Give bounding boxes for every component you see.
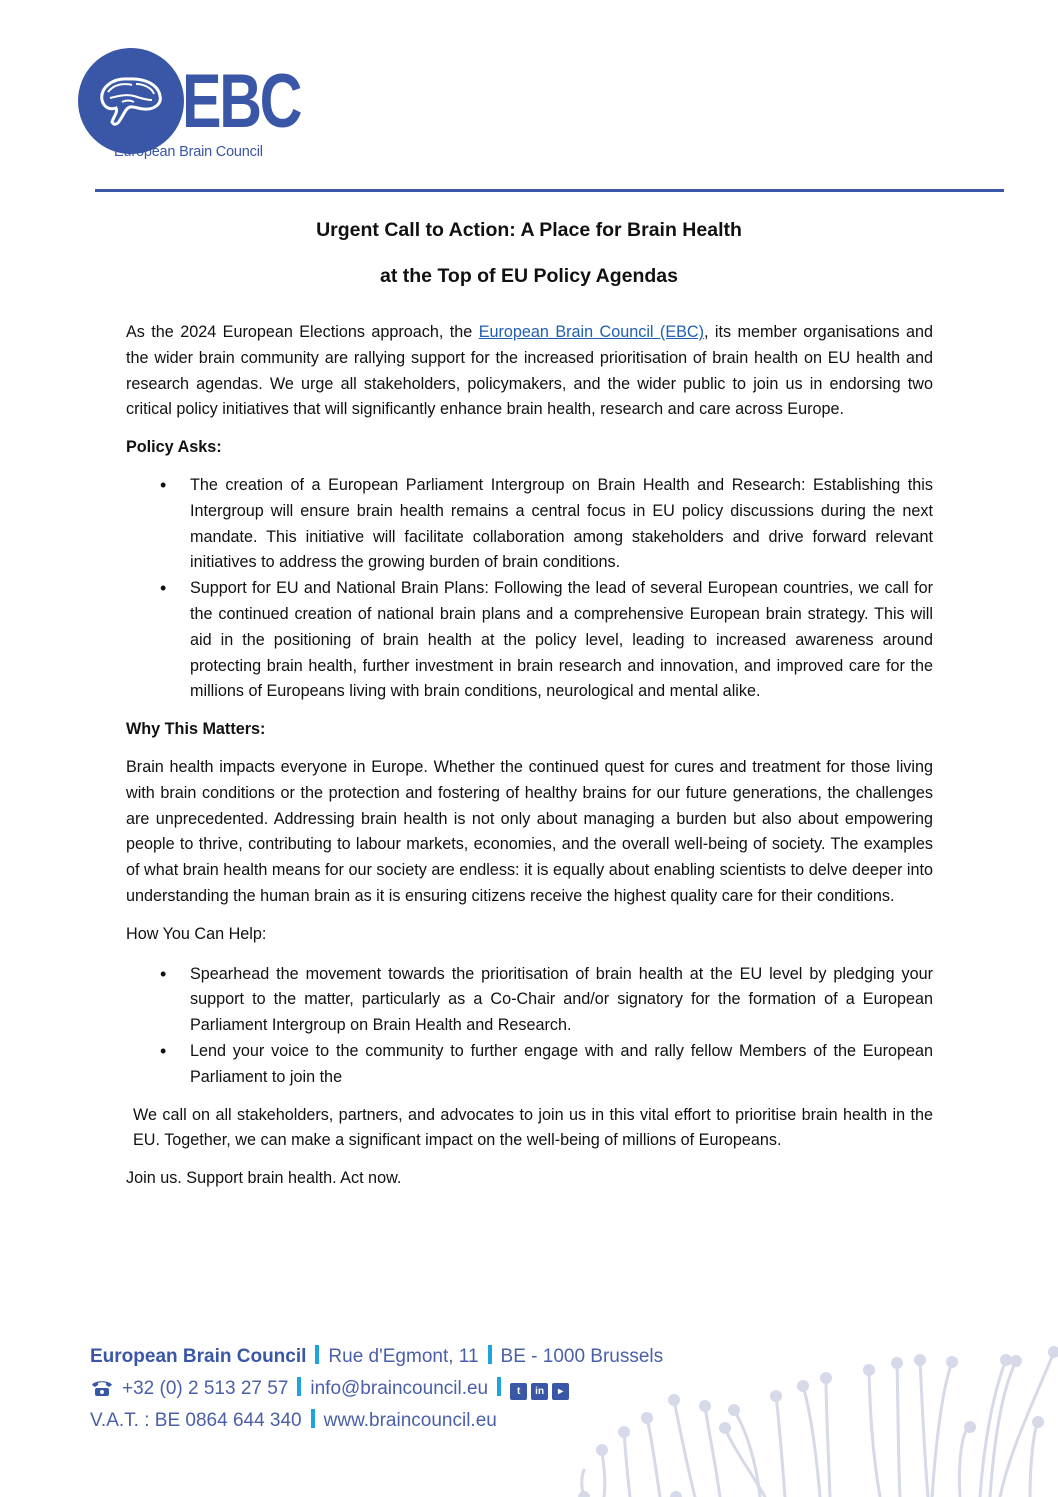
policy-asks-heading: Policy Asks: bbox=[126, 438, 222, 457]
list-item: • Lend your voice to the community to further engage with and rally fellow Members of the European Parliament to join the bbox=[190, 1039, 933, 1091]
intro-text-before-link: As the 2024 European Elections approach, the bbox=[126, 323, 479, 341]
document-title-line-2: at the Top of EU Policy Agendas bbox=[380, 265, 678, 287]
footer-address: Rue d'Egmont, 11 bbox=[328, 1346, 479, 1367]
logo-subtitle: European Brain Council bbox=[114, 144, 263, 160]
phone-icon bbox=[90, 1379, 114, 1397]
footer-separator bbox=[488, 1345, 492, 1364]
list-item: • Spearhead the movement towards the prioritisation of brain health at the EU level by pledging your support to the matter, particularly as a Co-Chair and/or signatory for the formation of a European Parliament Intergroup on Brain Health and Research. bbox=[190, 962, 933, 1039]
document-title-line-1: Urgent Call to Action: A Place for Brain Health bbox=[316, 219, 742, 241]
footer-line-2 bbox=[90, 1373, 663, 1405]
footer-separator bbox=[497, 1377, 501, 1396]
closing-paragraph: We call on all stakeholders, partners, and advocates to join us in this vital effort to prioritise brain health in the EU. Together, we can make a significant impact on the well-being of millions of Europeans. bbox=[133, 1105, 933, 1150]
how-help-heading: How You Can Help: bbox=[126, 924, 267, 943]
footer bbox=[90, 1341, 663, 1437]
footer-line-3 bbox=[90, 1405, 663, 1437]
closing-tagline: Join us. Support brain health. Act now. bbox=[126, 1169, 402, 1188]
footer-website-link[interactable]: www.braincouncil.eu bbox=[323, 1410, 497, 1431]
footer-separator bbox=[311, 1409, 315, 1428]
ebc-logo bbox=[78, 48, 301, 168]
how-help-list bbox=[190, 962, 933, 1091]
linkedin-icon[interactable]: in bbox=[531, 1383, 548, 1400]
ebc-link[interactable]: European Brain Council (EBC) bbox=[478, 323, 704, 341]
why-matters-heading: Why This Matters: bbox=[126, 720, 266, 739]
footer-separator bbox=[297, 1377, 301, 1396]
list-item: • Support for EU and National Brain Plans: Following the lead of several European countries, we call for the continued creation of national brain plans and a comprehensive European brain strategy. This will aid in the positioning of brain health at the policy level, leading to increased awareness around protecting brain health, further investment in brain research and innovation, and improved care for the millions of Europeans living with brain conditions, neurological and mental alike. bbox=[190, 576, 933, 705]
brain-icon bbox=[92, 70, 170, 132]
footer-line-1 bbox=[90, 1341, 663, 1373]
youtube-icon[interactable]: ▸ bbox=[552, 1383, 569, 1400]
document-body bbox=[126, 320, 933, 1192]
why-matters-paragraph: Brain health impacts everyone in Europe. Whether the continued quest for cures and treatment for those living with brain conditions or the protection and fostering of healthy brains for our future generations, the challenges are unprecedented. Addressing brain health is not only about managing a burden but also about empowering people to thrive, contributing to labour markets, economies, and the overall well-being of society. The examples of what brain health means for our society are endless: it is equally about enabling scientists to delve deeper into understanding the human brain as it is ensuring citizens receive the highest quality care for their conditions. bbox=[126, 757, 933, 905]
logo-letters: EBC bbox=[182, 59, 301, 144]
footer-city: BE - 1000 Brussels bbox=[500, 1346, 664, 1367]
footer-org: European Brain Council bbox=[90, 1346, 307, 1367]
footer-separator bbox=[315, 1345, 319, 1364]
intro-text-after-link: , its member organisations and the wider brain community are rallying support for the increased prioritisation of brain health on EU health and research agendas. We urge all stakeholders, policymakers, and the wider public to join us in endorsing two critical policy initiatives that will significantly enhance brain health, research and care across Europe. bbox=[126, 323, 934, 419]
intro-paragraph bbox=[126, 320, 933, 423]
header-rule bbox=[95, 189, 1004, 192]
policy-asks-list bbox=[190, 473, 933, 705]
twitter-icon[interactable]: t bbox=[510, 1383, 527, 1400]
logo-circle bbox=[78, 48, 184, 154]
footer-email-link[interactable]: info@braincouncil.eu bbox=[310, 1378, 489, 1399]
footer-phone: +32 (0) 2 513 27 57 bbox=[122, 1378, 289, 1399]
list-item: • The creation of a European Parliament Intergroup on Brain Health and Research: Establishing this Intergroup will ensure brain health remains a central focus in EU policy discussions during the next mandate. This initiative will facilitate collaboration among stakeholders and drive forward relevant initiatives to address the growing burden of brain conditions. bbox=[190, 473, 933, 576]
footer-vat: V.A.T. : BE 0864 644 340 bbox=[90, 1410, 302, 1431]
